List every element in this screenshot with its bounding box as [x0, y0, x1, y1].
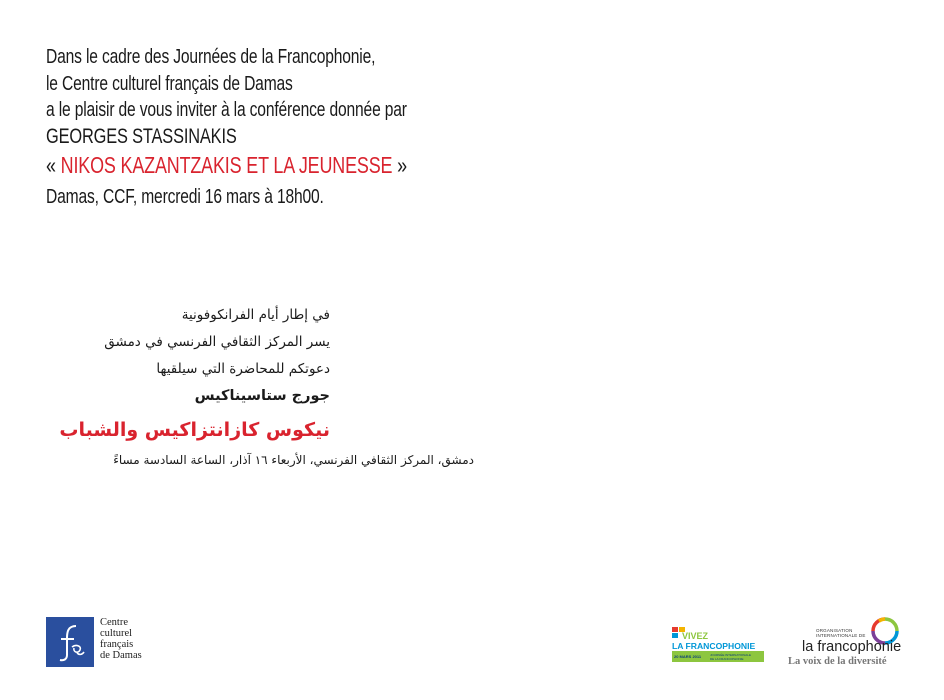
french-intro-line-1: Dans le cadre des Journées de la Francophonie,	[46, 46, 376, 68]
quote-close: »	[392, 152, 407, 178]
arabic-speaker-name: جورج ستاسيناكيس	[194, 388, 330, 404]
vivez-la-francophonie-logo	[670, 625, 770, 665]
arabic-invitation	[40, 302, 330, 446]
french-intro-line-2: le Centre culturel français de Damas	[46, 72, 293, 95]
french-date-line: Damas, CCF, mercredi 16 mars à 18h00.	[46, 186, 324, 208]
ccf-logo-text	[100, 617, 142, 661]
french-conference-title	[46, 150, 452, 180]
quote-open: «	[46, 152, 61, 178]
ccf-glyph-icon	[46, 617, 94, 667]
ccf-text-line-4: de Damas	[100, 650, 142, 661]
vivez-square-red	[672, 627, 678, 632]
oif-logo	[786, 614, 902, 670]
vivez-francophonie-word: LA FRANCOPHONIE	[672, 641, 756, 651]
arabic-date-line: دمشق، المركز الثقافي الفرنسي، الأربعاء ١٦ آذار، الساعة السادسة مساءً	[113, 453, 474, 467]
vivez-sub-1: JOURNÉE INTERNATIONALE	[710, 653, 751, 657]
ccf-logo-mark	[46, 617, 94, 667]
arabic-intro-line-2: يسر المركز الثقافي الفرنسي في دمشق	[104, 334, 330, 350]
french-invitation	[46, 44, 566, 211]
french-title-text: NIKOS KAZANTZAKIS ET LA JEUNESSE	[60, 152, 393, 178]
arabic-intro-line-1: في إطار أيام الفرانكوفونية	[181, 307, 330, 323]
oif-small-line-1: ORGANISATION	[816, 628, 853, 633]
vivez-square-blue	[672, 633, 678, 638]
french-speaker-name: GEORGES STASSINAKIS	[46, 124, 237, 148]
oif-small-line-2: INTERNATIONALE DE	[816, 633, 866, 638]
ccf-text-line-3: français	[100, 639, 134, 650]
ccf-logo	[46, 617, 142, 667]
oif-tagline: La voix de la diversité	[788, 656, 887, 667]
ccf-text-line-1: Centre	[100, 617, 128, 628]
vivez-word: VIVEZ	[682, 631, 709, 641]
oif-name: la francophonie	[802, 639, 902, 655]
arabic-conference-title: نيكوس كازانتزاكيس والشباب	[59, 419, 330, 441]
ccf-text-line-2: culturel	[100, 628, 133, 639]
arabic-date-wrap	[44, 452, 474, 468]
oif-small-text	[816, 628, 866, 638]
arabic-intro-line-3: دعوتكم للمحاضرة التي سيلقيها	[156, 361, 330, 377]
vivez-sub-2: DE LA FRANCOPHONIE	[710, 657, 744, 661]
vivez-date: 20 MARS 2011	[674, 654, 702, 659]
french-intro-line-3: a le plaisir de vous inviter à la conférence donnée par	[46, 99, 407, 121]
